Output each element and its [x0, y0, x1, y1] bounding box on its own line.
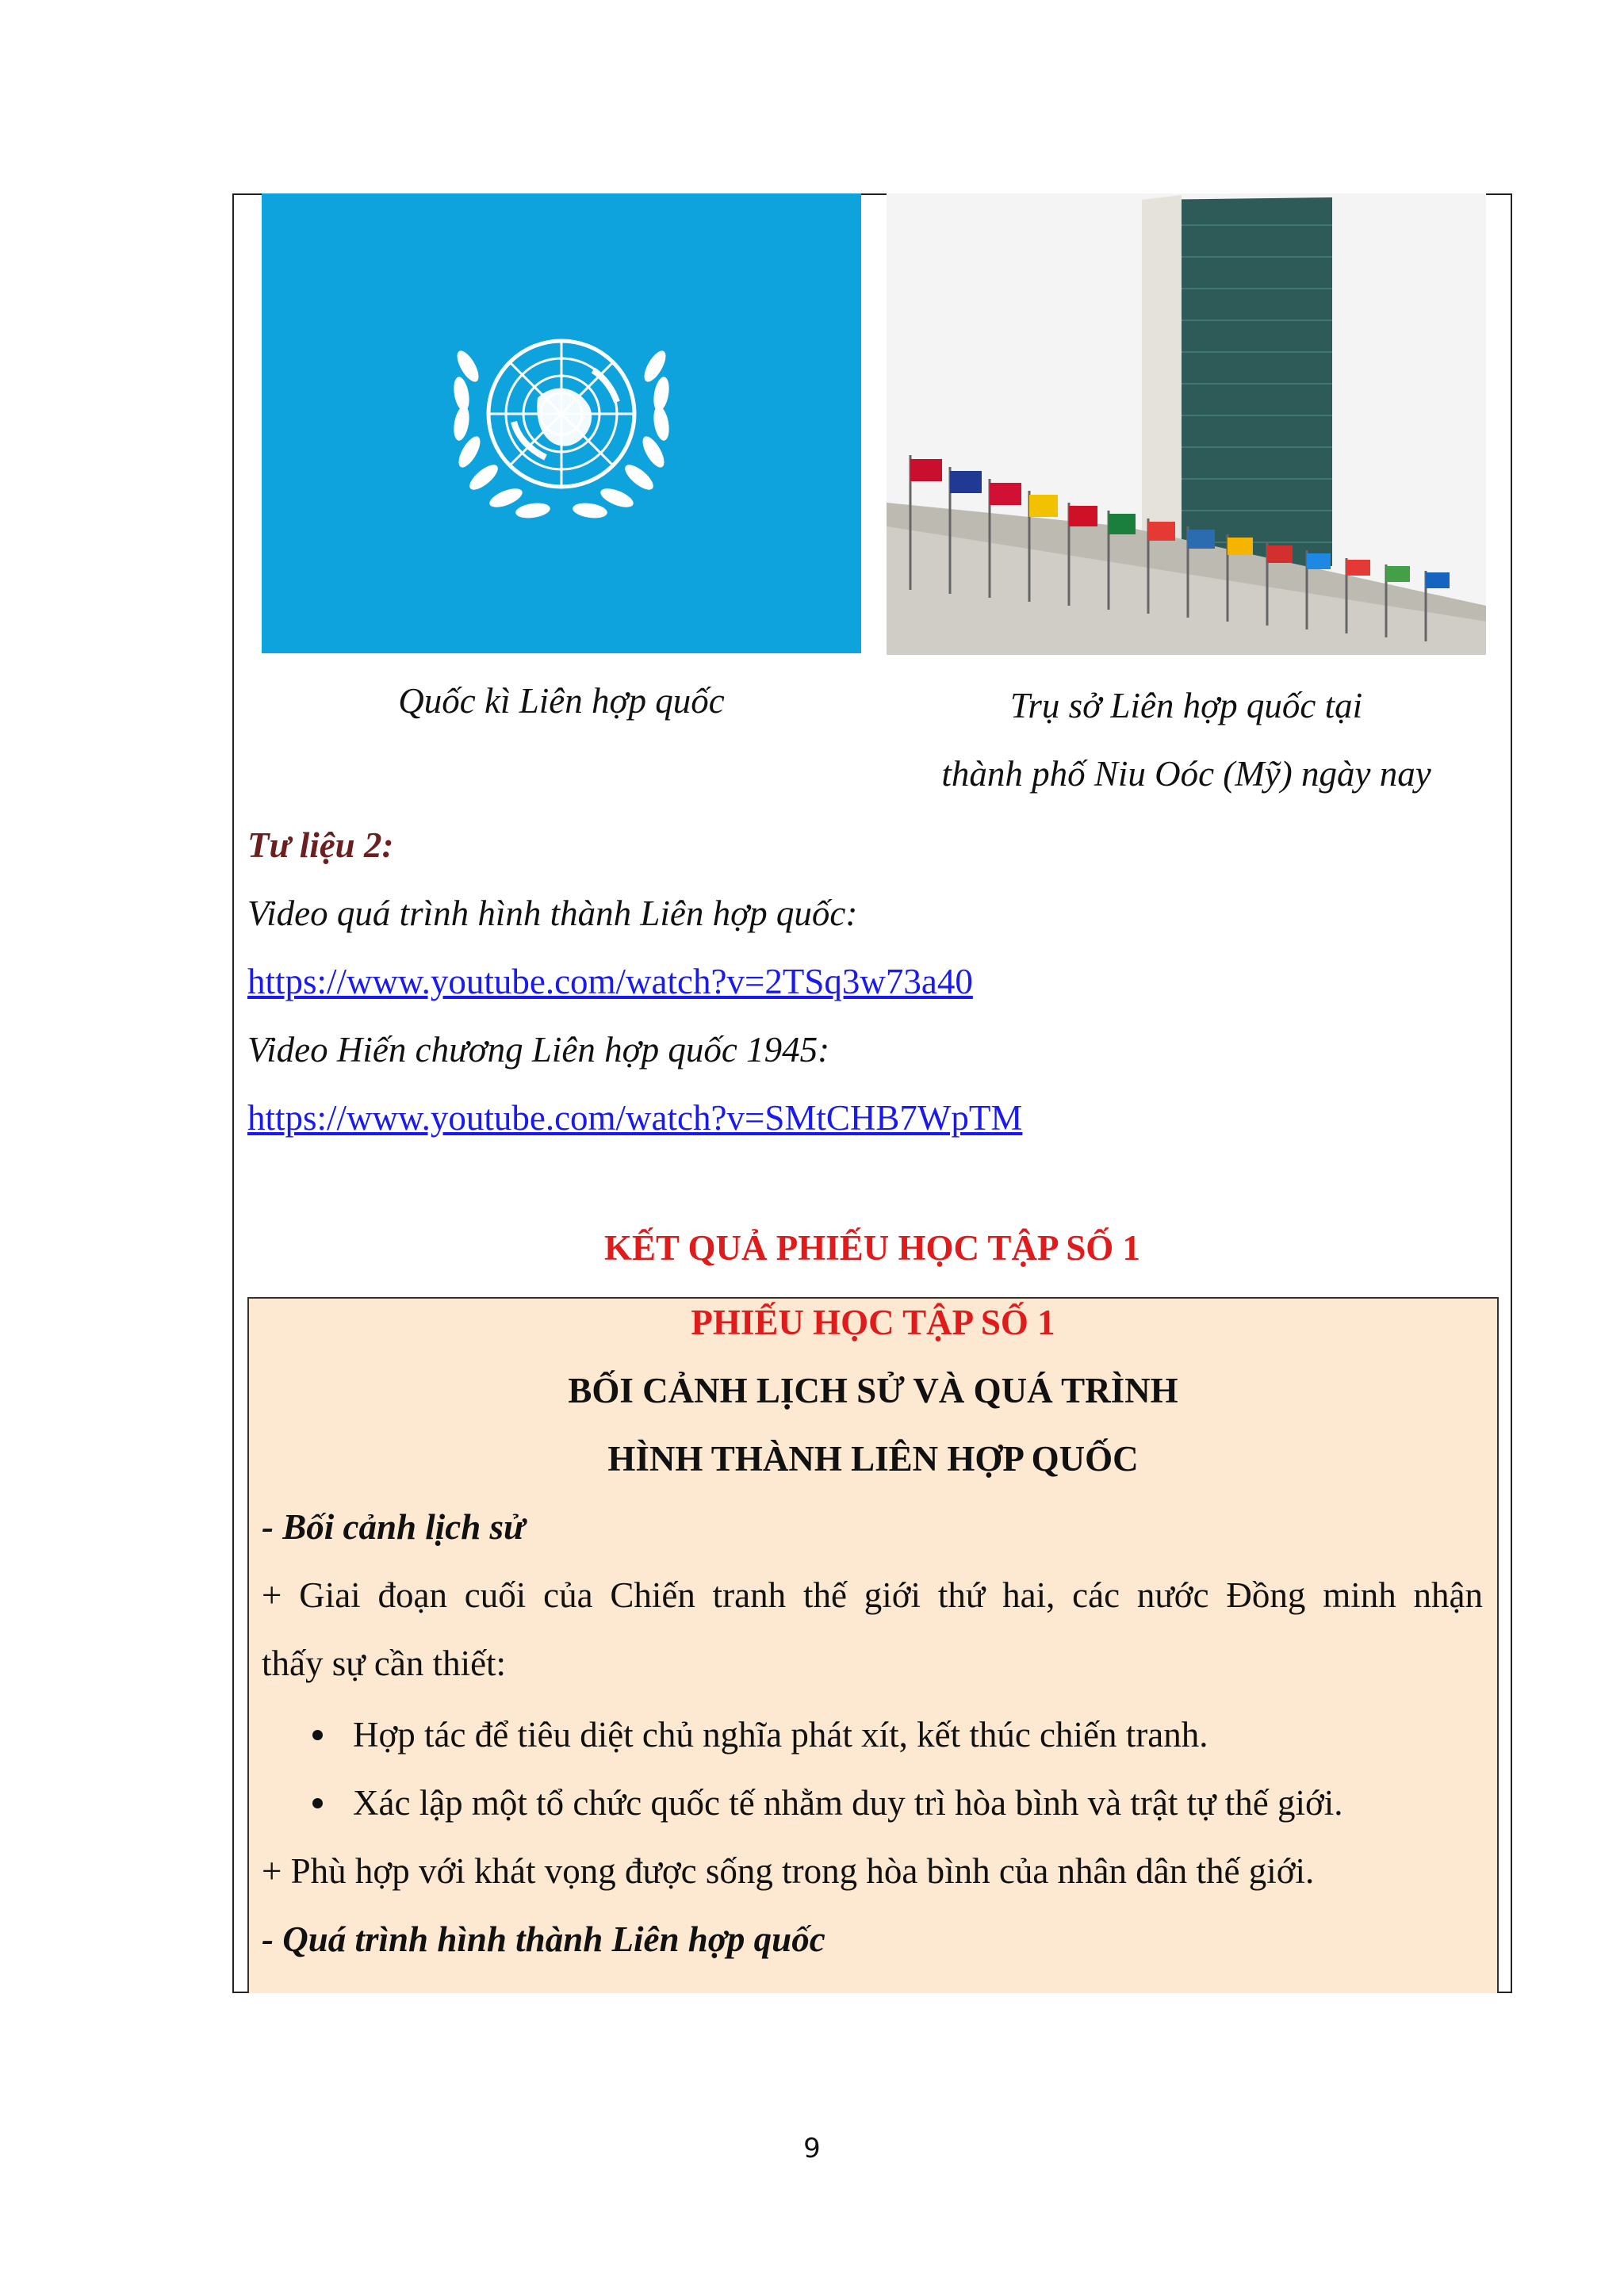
hq-caption-line1: Trụ sở Liên hợp quốc tại	[1009, 686, 1363, 725]
para2: + Phù hợp với khát vọng được sống trong hòa bình của nhân dân thế giới.	[262, 1851, 1315, 1891]
source2-label: Tư liệu 2:	[247, 825, 394, 865]
video2-link[interactable]: https://www.youtube.com/watch?v=SMtCHB7WpTM	[247, 1098, 1023, 1138]
bullet-text: Hợp tác để tiêu diệt chủ nghĩa phát xít, kết thúc chiến tranh.	[353, 1715, 1208, 1755]
sheet-subtitle-line2: HÌNH THÀNH LIÊN HỢP QUỐC	[607, 1439, 1139, 1479]
hq-caption-line2: thành phố Niu Oóc (Mỹ) ngày nay	[941, 754, 1431, 794]
bullet-dot-icon	[312, 1798, 323, 1808]
un-flag-image	[262, 193, 861, 653]
un-headquarters-image	[887, 193, 1486, 655]
para1-line2: thấy sự cần thiết:	[262, 1644, 507, 1683]
bullet-dot-icon	[312, 1730, 323, 1740]
sheet-title: PHIẾU HỌC TẬP SỐ 1	[691, 1303, 1055, 1342]
bullet-item	[312, 1782, 1343, 1823]
section-historical-context: - Bối cảnh lịch sử	[262, 1507, 526, 1547]
video2-text: Video Hiến chương Liên hợp quốc 1945:	[247, 1030, 830, 1070]
result-title: KẾT QUẢ PHIẾU HỌC TẬP SỐ 1	[604, 1228, 1140, 1268]
sheet-subtitle-line1: BỐI CẢNH LỊCH SỬ VÀ QUÁ TRÌNH	[568, 1371, 1178, 1410]
un-emblem-icon	[262, 193, 861, 653]
building-icon	[887, 193, 1486, 655]
page-number: 9	[803, 2133, 821, 2164]
video1-link[interactable]: https://www.youtube.com/watch?v=2TSq3w73a40	[247, 962, 973, 1001]
flag-caption: Quốc kì Liên hợp quốc	[398, 681, 725, 721]
bullet-text: Xác lập một tổ chức quốc tế nhằm duy trì hòa bình và trật tự thế giới.	[353, 1783, 1343, 1823]
video1-text: Video quá trình hình thành Liên hợp quốc:	[247, 894, 858, 933]
bullet-item	[312, 1714, 1208, 1755]
section-formation-process: - Quá trình hình thành Liên hợp quốc	[262, 1919, 825, 1959]
para1-line1: + Giai đoạn cuối của Chiến tranh thế giới thứ hai, các nước Đồng minh nhận	[262, 1575, 1483, 1615]
